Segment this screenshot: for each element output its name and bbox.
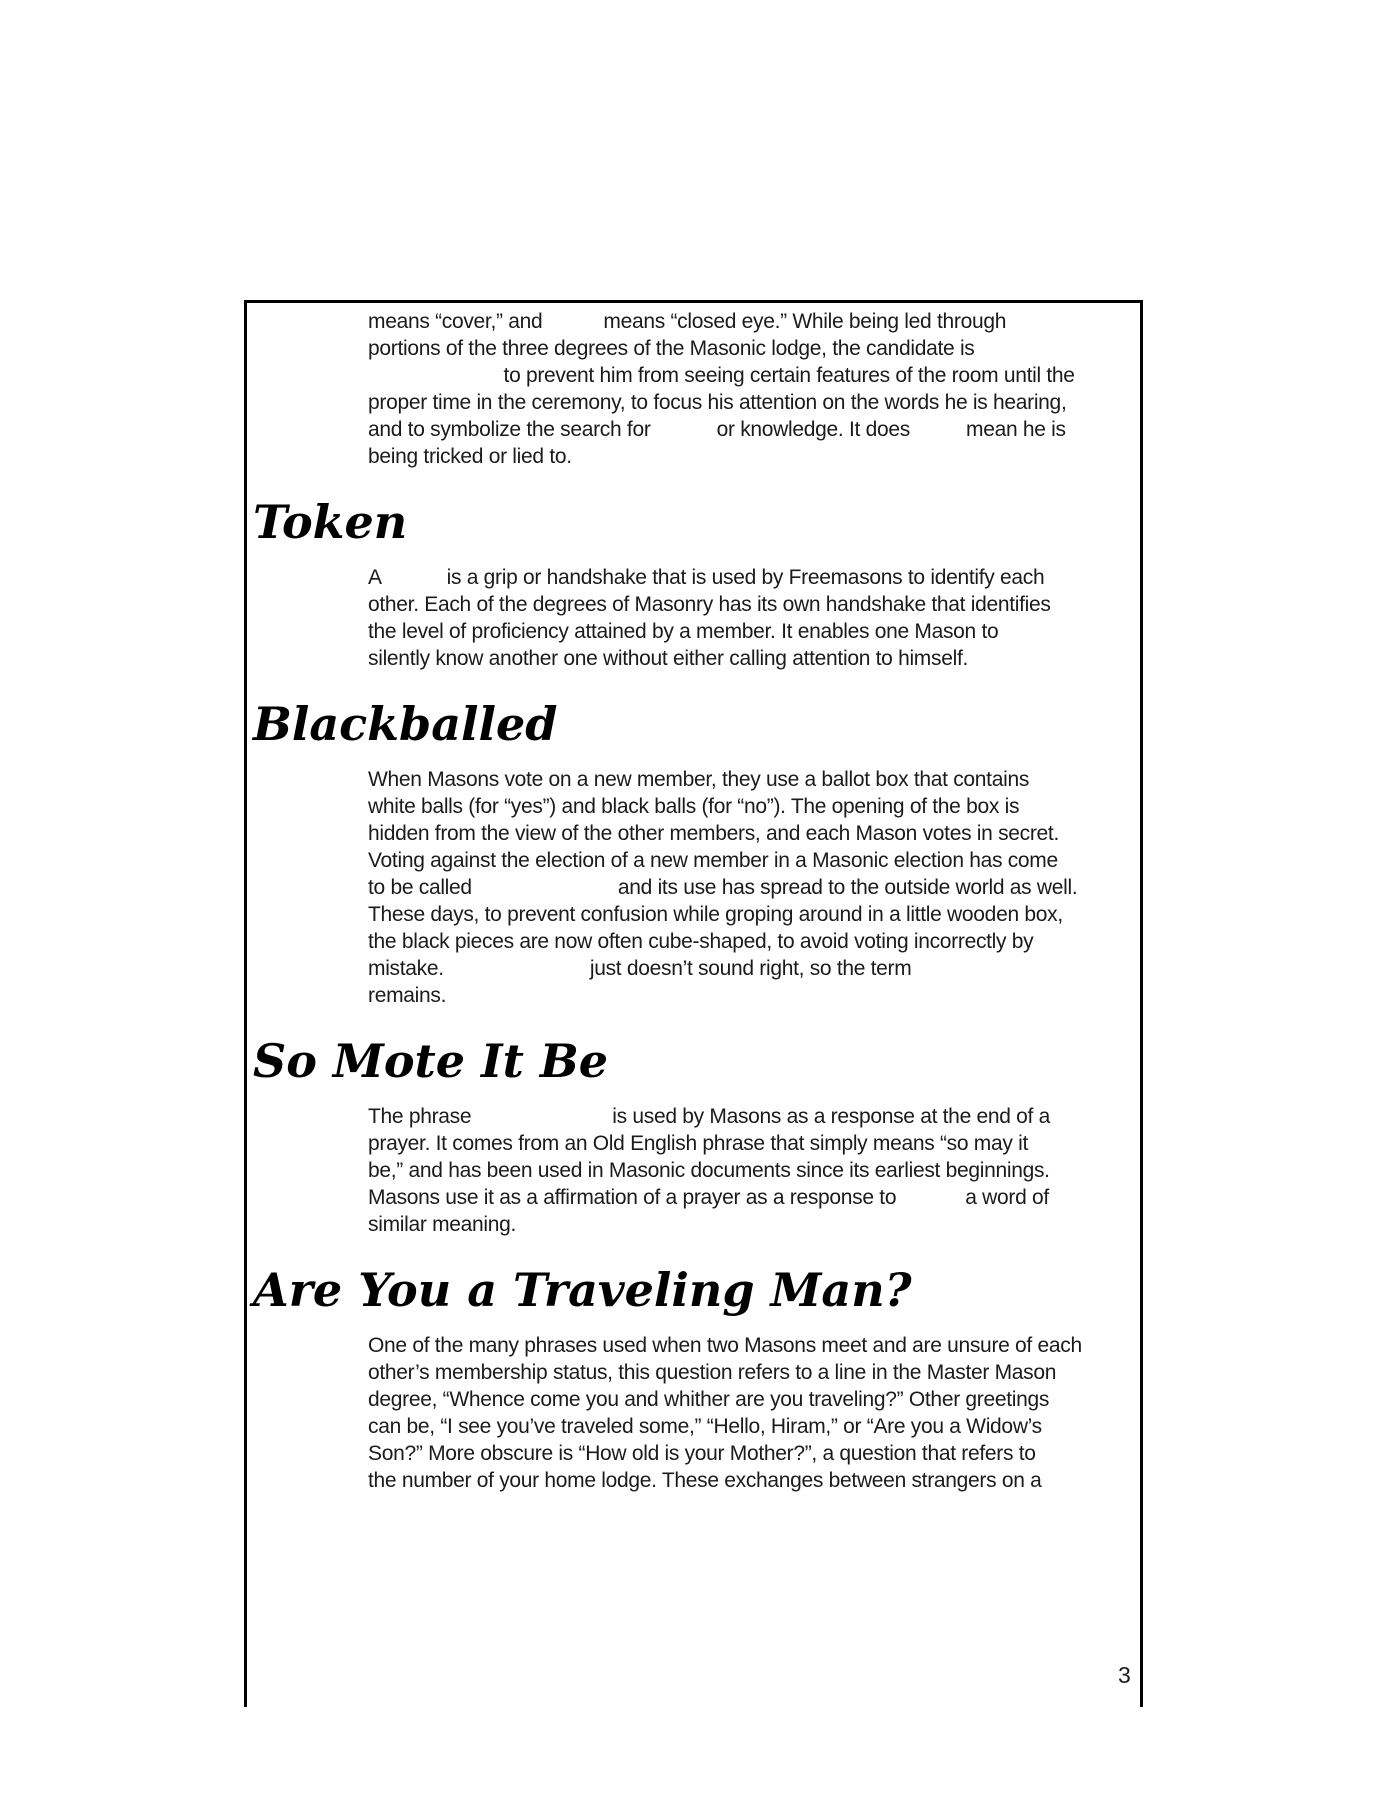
text-line (368, 443, 1140, 470)
text-segment: One of the many phrases used when two Masons meet and are unsure of each (368, 1334, 1082, 1357)
text-segment: the level of proficiency attained by a member. It enables one Mason to (368, 620, 999, 643)
text-segment: Son?” More obscure is “How old is your Mother?”, a question that refers to (368, 1442, 1036, 1465)
text-segment: to prevent him from seeing certain features of the room until the (498, 364, 1075, 387)
text-line (368, 1359, 1140, 1386)
text-segment: proper time in the ceremony, to focus his attention on the words he is hearing, (368, 391, 1067, 414)
text-segment: and to symbolize the search for (368, 418, 657, 441)
text-line (368, 847, 1140, 874)
text-segment: being tricked or lied to. (368, 445, 572, 468)
text-segment: The phrase (368, 1105, 477, 1128)
text-line (368, 955, 1140, 982)
text-segment: prayer. It comes from an Old English phrase that simply means “so may it (368, 1132, 1028, 1155)
text-line (368, 362, 1140, 389)
text-line (368, 1211, 1140, 1238)
text-segment: silently know another one without either calling attention to himself. (368, 647, 969, 670)
text-segment: is used by Masons as a response at the end of a (606, 1105, 1050, 1128)
text-segment: just doesn’t sound right, so the term (584, 957, 912, 980)
text-line (368, 1440, 1140, 1467)
text-line (368, 820, 1140, 847)
text-line (368, 1130, 1140, 1157)
text-segment: a word of (959, 1186, 1049, 1209)
text-line (368, 591, 1140, 618)
text-segment: When Masons vote on a new member, they use a ballot box that contains (368, 768, 1030, 791)
text-line (368, 1157, 1140, 1184)
missing-word-gap (902, 1203, 960, 1204)
section-heading-so-mote-it-be: So Mote It Be (253, 1034, 608, 1088)
text-line (368, 308, 1140, 335)
text-segment: and its use has spread to the outside world as well. (612, 876, 1078, 899)
missing-word-gap (477, 1122, 607, 1123)
text-line (368, 1103, 1140, 1130)
text-line (368, 645, 1140, 672)
missing-word-gap (368, 381, 498, 382)
text-line (368, 1386, 1140, 1413)
text-line (368, 982, 1140, 1009)
text-segment: Masons use it as a affirmation of a prayer as a response to (368, 1186, 902, 1209)
page-number: 3 (1118, 1662, 1131, 1688)
text-line (368, 1467, 1140, 1494)
text-segment: to be called (368, 876, 478, 899)
text-line (368, 793, 1140, 820)
text-segment: These days, to prevent confusion while groping around in a little wooden box, (368, 903, 1063, 926)
text-line (368, 1413, 1140, 1440)
text-segment: mistake. (368, 957, 450, 980)
text-line (368, 901, 1140, 928)
text-line (368, 1332, 1140, 1359)
paragraph-intro (368, 308, 1140, 470)
text-segment: the black pieces are now often cube-shaped, to avoid voting incorrectly by (368, 930, 1034, 953)
text-line (368, 389, 1140, 416)
missing-word-gap (477, 893, 612, 894)
text-segment: degree, “Whence come you and whither are you traveling?” Other greetings (368, 1388, 1050, 1411)
content-border-box (244, 300, 1143, 1707)
text-segment: or knowledge. It does (711, 418, 916, 441)
paragraph-token (368, 564, 1140, 672)
text-segment: portions of the three degrees of the Masonic lodge, the candidate is (368, 337, 975, 360)
text-segment: white balls (for “yes”) and black balls (for “no”). The opening of the box is (368, 795, 1020, 818)
text-segment: hidden from the view of the other members, and each Mason votes in secret. (368, 822, 1060, 845)
paragraph-are-you-a-traveling-man (368, 1332, 1140, 1494)
sections-container (247, 308, 1140, 1494)
text-line (368, 335, 1140, 362)
paragraph-so-mote-it-be (368, 1103, 1140, 1238)
text-line (368, 618, 1140, 645)
missing-word-gap (548, 327, 598, 328)
text-line (368, 1184, 1140, 1211)
text-segment: similar meaning. (368, 1213, 517, 1236)
text-line (368, 766, 1140, 793)
text-segment: other. Each of the degrees of Masonry has its own handshake that identifies (368, 593, 1051, 616)
text-segment: A (368, 566, 387, 589)
text-segment: can be, “I see you’ve traveled some,” “Hello, Hiram,” or “Are you a Widow’s (368, 1415, 1042, 1438)
text-line (368, 416, 1140, 443)
text-line (368, 928, 1140, 955)
text-segment: means “cover,” and (368, 310, 548, 333)
section-heading-are-you-a-traveling-man: Are You a Traveling Man? (253, 1263, 912, 1317)
missing-word-gap (915, 435, 960, 436)
text-line (368, 564, 1140, 591)
text-segment: is a grip or handshake that is used by Freemasons to identify each (441, 566, 1045, 589)
missing-word-gap (656, 435, 711, 436)
paragraph-blackballed (368, 766, 1140, 1009)
section-heading-blackballed: Blackballed (253, 697, 558, 751)
text-segment: other’s membership status, this question refers to a line in the Master Mason (368, 1361, 1057, 1384)
text-segment: the number of your home lodge. These exchanges between strangers on a (368, 1469, 1042, 1492)
text-segment: remains. (368, 984, 447, 1007)
missing-word-gap (386, 583, 441, 584)
text-segment: means “closed eye.” While being led through (597, 310, 1007, 333)
text-segment: be,” and has been used in Masonic documents since its earliest beginnings. (368, 1159, 1050, 1182)
text-segment: mean he is (960, 418, 1066, 441)
missing-word-gap (449, 974, 584, 975)
text-segment: Voting against the election of a new member in a Masonic election has come (368, 849, 1058, 872)
text-line (368, 874, 1140, 901)
section-heading-token: Token (253, 495, 408, 549)
